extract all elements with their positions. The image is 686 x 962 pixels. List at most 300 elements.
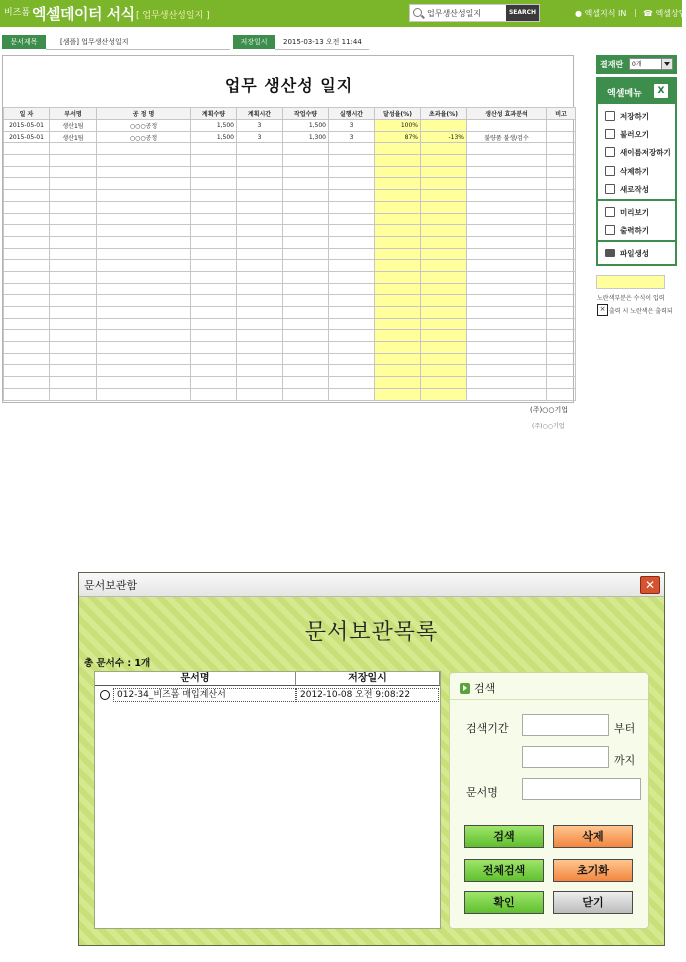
table-cell[interactable] [421, 260, 467, 272]
table-cell[interactable] [375, 283, 421, 295]
table-cell[interactable] [4, 295, 50, 307]
table-cell[interactable] [97, 342, 191, 354]
table-cell[interactable] [421, 295, 467, 307]
table-row-empty[interactable] [4, 248, 576, 260]
table-row-empty[interactable] [4, 166, 576, 178]
table-cell[interactable]: 1,300 [283, 131, 329, 143]
table-cell[interactable] [421, 236, 467, 248]
table-cell[interactable] [4, 225, 50, 237]
table-cell[interactable] [50, 178, 97, 190]
table-cell[interactable] [467, 318, 547, 330]
chevron-down-icon[interactable] [661, 59, 672, 69]
table-cell[interactable] [237, 388, 283, 400]
table-cell[interactable] [97, 166, 191, 178]
list-item[interactable] [95, 687, 440, 703]
table-cell[interactable] [329, 248, 375, 260]
print-yellow-checkbox[interactable]: × [597, 304, 608, 316]
col-header-saved-at[interactable]: 저장일시 [296, 672, 440, 686]
table-cell[interactable] [237, 271, 283, 283]
row-radio[interactable] [100, 690, 110, 700]
table-cell[interactable] [4, 377, 50, 389]
table-cell[interactable] [191, 353, 237, 365]
table-cell[interactable]: 불량품 불생/검수 [467, 131, 547, 143]
table-cell[interactable] [283, 388, 329, 400]
table-cell[interactable] [547, 248, 576, 260]
table-cell[interactable] [467, 307, 547, 319]
table-cell[interactable] [421, 307, 467, 319]
table-cell[interactable] [4, 155, 50, 167]
table-cell[interactable] [4, 283, 50, 295]
table-cell[interactable] [375, 248, 421, 260]
table-cell[interactable] [237, 178, 283, 190]
table-cell[interactable] [191, 377, 237, 389]
table-cell[interactable] [191, 318, 237, 330]
table-cell[interactable] [283, 166, 329, 178]
table-cell[interactable] [50, 166, 97, 178]
table-cell[interactable] [50, 283, 97, 295]
table-cell[interactable] [547, 342, 576, 354]
table-cell[interactable]: 1,500 [283, 120, 329, 132]
table-cell[interactable]: 생산1팀 [50, 120, 97, 132]
table-cell[interactable] [375, 236, 421, 248]
table-row-empty[interactable] [4, 155, 576, 167]
table-cell[interactable]: 1,500 [191, 120, 237, 132]
table-cell[interactable] [50, 388, 97, 400]
table-cell[interactable] [547, 271, 576, 283]
table-cell[interactable] [97, 190, 191, 202]
table-cell[interactable] [547, 155, 576, 167]
table-cell[interactable] [329, 271, 375, 283]
table-cell[interactable]: 3 [329, 131, 375, 143]
table-cell[interactable] [97, 330, 191, 342]
table-cell[interactable] [421, 388, 467, 400]
table-row-empty[interactable] [4, 213, 576, 225]
table-cell[interactable] [329, 307, 375, 319]
table-cell[interactable] [191, 213, 237, 225]
table-cell[interactable] [467, 283, 547, 295]
table-cell[interactable] [50, 342, 97, 354]
table-row-empty[interactable] [4, 353, 576, 365]
table-cell[interactable] [375, 318, 421, 330]
search-input[interactable] [427, 7, 507, 20]
table-cell[interactable] [4, 353, 50, 365]
table-cell[interactable] [467, 225, 547, 237]
table-cell[interactable] [547, 166, 576, 178]
table-cell[interactable] [375, 353, 421, 365]
table-cell[interactable] [547, 365, 576, 377]
table-cell[interactable] [191, 388, 237, 400]
table-cell[interactable] [4, 307, 50, 319]
table-cell[interactable] [547, 120, 576, 132]
table-cell[interactable] [421, 120, 467, 132]
table-cell[interactable] [329, 353, 375, 365]
table-cell[interactable] [375, 225, 421, 237]
table-cell[interactable] [467, 190, 547, 202]
table-cell[interactable] [191, 295, 237, 307]
table-row-empty[interactable] [4, 318, 576, 330]
table-cell[interactable] [421, 190, 467, 202]
table-cell[interactable] [421, 365, 467, 377]
table-cell[interactable] [547, 388, 576, 400]
table-cell[interactable] [97, 143, 191, 155]
table-cell[interactable] [50, 260, 97, 272]
table-cell[interactable] [375, 260, 421, 272]
table-cell[interactable] [191, 236, 237, 248]
table-row-empty[interactable] [4, 201, 576, 213]
close-button[interactable]: 닫기 [553, 891, 633, 914]
table-cell[interactable] [375, 213, 421, 225]
table-cell[interactable] [237, 353, 283, 365]
table-cell[interactable]: 생산1팀 [50, 131, 97, 143]
table-cell[interactable]: 87% [375, 131, 421, 143]
table-row-empty[interactable] [4, 260, 576, 272]
table-cell[interactable] [191, 143, 237, 155]
table-cell[interactable] [375, 155, 421, 167]
table-cell[interactable] [329, 143, 375, 155]
table-cell[interactable] [375, 342, 421, 354]
table-row-empty[interactable] [4, 365, 576, 377]
table-cell[interactable] [97, 365, 191, 377]
table-cell[interactable] [421, 155, 467, 167]
table-cell[interactable] [97, 213, 191, 225]
table-cell[interactable]: 2015-05-01 [4, 131, 50, 143]
table-cell[interactable] [329, 377, 375, 389]
table-cell[interactable] [191, 166, 237, 178]
table-cell[interactable] [283, 248, 329, 260]
table-cell[interactable]: ○○○공정 [97, 120, 191, 132]
table-cell[interactable] [283, 330, 329, 342]
period-from-input[interactable] [522, 714, 609, 736]
table-row-empty[interactable] [4, 225, 576, 237]
table-cell[interactable]: 2015-05-01 [4, 120, 50, 132]
table-cell[interactable] [421, 283, 467, 295]
table-cell[interactable] [329, 330, 375, 342]
table-cell[interactable] [97, 283, 191, 295]
table-cell[interactable] [283, 365, 329, 377]
table-cell[interactable] [283, 190, 329, 202]
table-cell[interactable] [467, 365, 547, 377]
table-cell[interactable] [191, 283, 237, 295]
table-cell[interactable] [329, 236, 375, 248]
table-cell[interactable] [50, 190, 97, 202]
table-cell[interactable]: 3 [237, 120, 283, 132]
productivity-table[interactable] [3, 107, 576, 401]
table-cell[interactable] [283, 271, 329, 283]
table-cell[interactable] [283, 260, 329, 272]
table-cell[interactable] [97, 295, 191, 307]
table-cell[interactable] [421, 178, 467, 190]
table-cell[interactable] [375, 201, 421, 213]
table-cell[interactable] [237, 318, 283, 330]
table-cell[interactable] [4, 365, 50, 377]
table-cell[interactable] [4, 248, 50, 260]
table-cell[interactable] [191, 155, 237, 167]
table-cell[interactable] [283, 213, 329, 225]
table-cell[interactable] [191, 178, 237, 190]
table-cell[interactable] [547, 307, 576, 319]
table-cell[interactable] [237, 143, 283, 155]
table-cell[interactable] [283, 225, 329, 237]
table-cell[interactable] [421, 330, 467, 342]
table-cell[interactable] [97, 155, 191, 167]
table-cell[interactable] [237, 307, 283, 319]
table-cell[interactable] [375, 143, 421, 155]
table-cell[interactable] [283, 377, 329, 389]
search-button[interactable]: SEARCH [506, 5, 539, 21]
table-cell[interactable] [97, 388, 191, 400]
table-cell[interactable] [329, 166, 375, 178]
table-cell[interactable] [467, 377, 547, 389]
table-cell[interactable] [4, 271, 50, 283]
table-cell[interactable] [97, 307, 191, 319]
table-row-empty[interactable] [4, 388, 576, 400]
table-cell[interactable] [421, 201, 467, 213]
table-cell[interactable]: 100% [375, 120, 421, 132]
table-cell[interactable] [467, 143, 547, 155]
table-cell[interactable] [191, 330, 237, 342]
table-cell[interactable] [329, 388, 375, 400]
table-cell[interactable] [547, 260, 576, 272]
table-cell[interactable] [421, 143, 467, 155]
table-cell[interactable] [237, 260, 283, 272]
table-cell[interactable] [283, 295, 329, 307]
table-cell[interactable] [97, 271, 191, 283]
table-cell[interactable] [237, 377, 283, 389]
table-cell[interactable] [375, 190, 421, 202]
table-cell[interactable] [467, 248, 547, 260]
table-cell[interactable] [283, 318, 329, 330]
table-row-empty[interactable] [4, 143, 576, 155]
table-cell[interactable] [283, 143, 329, 155]
spreadsheet[interactable] [2, 55, 574, 403]
approval-select[interactable] [629, 58, 673, 70]
table-cell[interactable] [4, 190, 50, 202]
table-cell[interactable] [4, 201, 50, 213]
table-cell[interactable] [191, 271, 237, 283]
table-cell[interactable] [237, 283, 283, 295]
table-cell[interactable] [329, 342, 375, 354]
table-cell[interactable] [375, 377, 421, 389]
table-cell[interactable] [50, 365, 97, 377]
table-cell[interactable] [50, 155, 97, 167]
table-cell[interactable]: -13% [421, 131, 467, 143]
table-cell[interactable] [283, 178, 329, 190]
table-cell[interactable] [421, 213, 467, 225]
table-cell[interactable] [4, 388, 50, 400]
table-cell[interactable] [329, 225, 375, 237]
reset-button[interactable]: 초기화 [553, 859, 633, 882]
table-cell[interactable] [50, 143, 97, 155]
table-cell[interactable] [467, 342, 547, 354]
col-header-doc-name[interactable]: 문서명 [95, 672, 296, 686]
delete-button[interactable]: 삭제 [553, 825, 633, 848]
table-cell[interactable] [4, 330, 50, 342]
table-cell[interactable] [50, 353, 97, 365]
table-cell[interactable] [237, 248, 283, 260]
doc-name-cell[interactable]: 012-34_비즈폼 매입계산서 [113, 688, 296, 702]
table-cell[interactable] [4, 260, 50, 272]
table-cell[interactable] [467, 213, 547, 225]
table-cell[interactable] [283, 236, 329, 248]
table-cell[interactable] [191, 342, 237, 354]
search-button[interactable]: 검색 [464, 825, 544, 848]
table-cell[interactable] [237, 190, 283, 202]
table-cell[interactable] [421, 225, 467, 237]
table-cell[interactable] [375, 178, 421, 190]
period-to-input[interactable] [522, 746, 609, 768]
table-cell[interactable] [191, 225, 237, 237]
excel-consult-link[interactable]: ☎ 엑셀상담 [643, 9, 686, 18]
table-cell[interactable] [97, 178, 191, 190]
table-cell[interactable] [97, 377, 191, 389]
table-cell[interactable] [191, 190, 237, 202]
table-cell[interactable] [97, 225, 191, 237]
table-cell[interactable] [329, 213, 375, 225]
table-cell[interactable] [547, 295, 576, 307]
table-cell[interactable] [237, 330, 283, 342]
ok-button[interactable]: 확인 [464, 891, 544, 914]
search-all-button[interactable]: 전체검색 [464, 859, 544, 882]
table-cell[interactable] [467, 178, 547, 190]
table-row-empty[interactable] [4, 295, 576, 307]
table-cell[interactable] [50, 330, 97, 342]
table-cell[interactable] [191, 365, 237, 377]
table-row-empty[interactable] [4, 178, 576, 190]
table-cell[interactable] [237, 166, 283, 178]
table-cell[interactable] [467, 155, 547, 167]
table-cell[interactable] [547, 236, 576, 248]
table-cell[interactable] [547, 190, 576, 202]
table-cell[interactable] [237, 365, 283, 377]
table-cell[interactable] [237, 225, 283, 237]
brand-title[interactable]: 엑셀데이터 서식 [32, 5, 135, 23]
table-cell[interactable] [50, 213, 97, 225]
table-cell[interactable] [375, 388, 421, 400]
table-cell[interactable] [375, 307, 421, 319]
dialog-titlebar[interactable] [79, 573, 664, 597]
table-cell[interactable] [191, 260, 237, 272]
table-cell[interactable] [4, 166, 50, 178]
table-cell[interactable] [4, 178, 50, 190]
table-cell[interactable] [50, 225, 97, 237]
table-cell[interactable] [421, 342, 467, 354]
close-icon[interactable]: ✕ [640, 576, 660, 594]
table-cell[interactable] [50, 201, 97, 213]
table-cell[interactable] [237, 213, 283, 225]
table-cell[interactable] [237, 236, 283, 248]
table-cell[interactable] [467, 330, 547, 342]
table-cell[interactable] [329, 178, 375, 190]
table-cell[interactable] [467, 236, 547, 248]
table-cell[interactable] [547, 213, 576, 225]
table-row[interactable] [4, 120, 576, 132]
table-cell[interactable] [421, 271, 467, 283]
table-row-empty[interactable] [4, 377, 576, 389]
table-cell[interactable] [421, 318, 467, 330]
table-cell[interactable] [97, 318, 191, 330]
document-list[interactable] [94, 671, 441, 929]
table-cell[interactable]: ○○○공정 [97, 131, 191, 143]
table-cell[interactable] [97, 236, 191, 248]
table-cell[interactable] [283, 201, 329, 213]
table-cell[interactable] [97, 248, 191, 260]
table-cell[interactable] [329, 201, 375, 213]
table-cell[interactable] [329, 365, 375, 377]
table-cell[interactable] [50, 307, 97, 319]
table-cell[interactable] [547, 201, 576, 213]
table-cell[interactable] [467, 120, 547, 132]
table-row-empty[interactable] [4, 330, 576, 342]
doc-date-cell[interactable]: 2012-10-08 오전 9:08:22 [296, 688, 439, 702]
table-cell[interactable] [467, 166, 547, 178]
table-cell[interactable] [237, 342, 283, 354]
table-cell[interactable] [421, 248, 467, 260]
table-row-empty[interactable] [4, 190, 576, 202]
docname-search-input[interactable] [522, 778, 641, 800]
table-cell[interactable] [329, 318, 375, 330]
table-cell[interactable] [467, 271, 547, 283]
table-cell[interactable]: 3 [329, 120, 375, 132]
table-cell[interactable] [375, 295, 421, 307]
table-cell[interactable] [4, 318, 50, 330]
table-cell[interactable] [237, 155, 283, 167]
table-cell[interactable] [421, 353, 467, 365]
table-row-empty[interactable] [4, 271, 576, 283]
table-cell[interactable] [329, 295, 375, 307]
table-cell[interactable] [50, 271, 97, 283]
table-cell[interactable] [329, 155, 375, 167]
table-cell[interactable] [97, 201, 191, 213]
table-cell[interactable] [283, 342, 329, 354]
excel-knowledge-link[interactable]: ● 엑셀지식 IN [575, 9, 627, 18]
table-cell[interactable] [375, 330, 421, 342]
table-cell[interactable] [283, 283, 329, 295]
table-cell[interactable] [97, 260, 191, 272]
table-cell[interactable] [467, 260, 547, 272]
table-cell[interactable] [4, 236, 50, 248]
table-cell[interactable] [329, 260, 375, 272]
table-cell[interactable] [421, 377, 467, 389]
table-row-empty[interactable] [4, 342, 576, 354]
table-row[interactable] [4, 131, 576, 143]
table-row-empty[interactable] [4, 307, 576, 319]
table-cell[interactable] [375, 271, 421, 283]
table-cell[interactable] [329, 190, 375, 202]
table-cell[interactable] [467, 353, 547, 365]
table-cell[interactable] [467, 201, 547, 213]
table-cell[interactable] [547, 225, 576, 237]
table-cell[interactable] [97, 353, 191, 365]
table-cell[interactable] [237, 201, 283, 213]
table-cell[interactable] [375, 166, 421, 178]
table-cell[interactable] [50, 248, 97, 260]
table-cell[interactable] [467, 388, 547, 400]
table-cell[interactable] [421, 166, 467, 178]
table-cell[interactable]: 1,500 [191, 131, 237, 143]
table-cell[interactable] [547, 330, 576, 342]
table-cell[interactable] [50, 236, 97, 248]
table-cell[interactable] [50, 295, 97, 307]
table-row-empty[interactable] [4, 283, 576, 295]
table-cell[interactable] [329, 283, 375, 295]
table-cell[interactable] [283, 353, 329, 365]
table-cell[interactable] [547, 353, 576, 365]
table-cell[interactable] [547, 131, 576, 143]
table-cell[interactable] [4, 143, 50, 155]
table-cell[interactable] [191, 307, 237, 319]
table-cell[interactable] [547, 143, 576, 155]
table-cell[interactable] [467, 295, 547, 307]
